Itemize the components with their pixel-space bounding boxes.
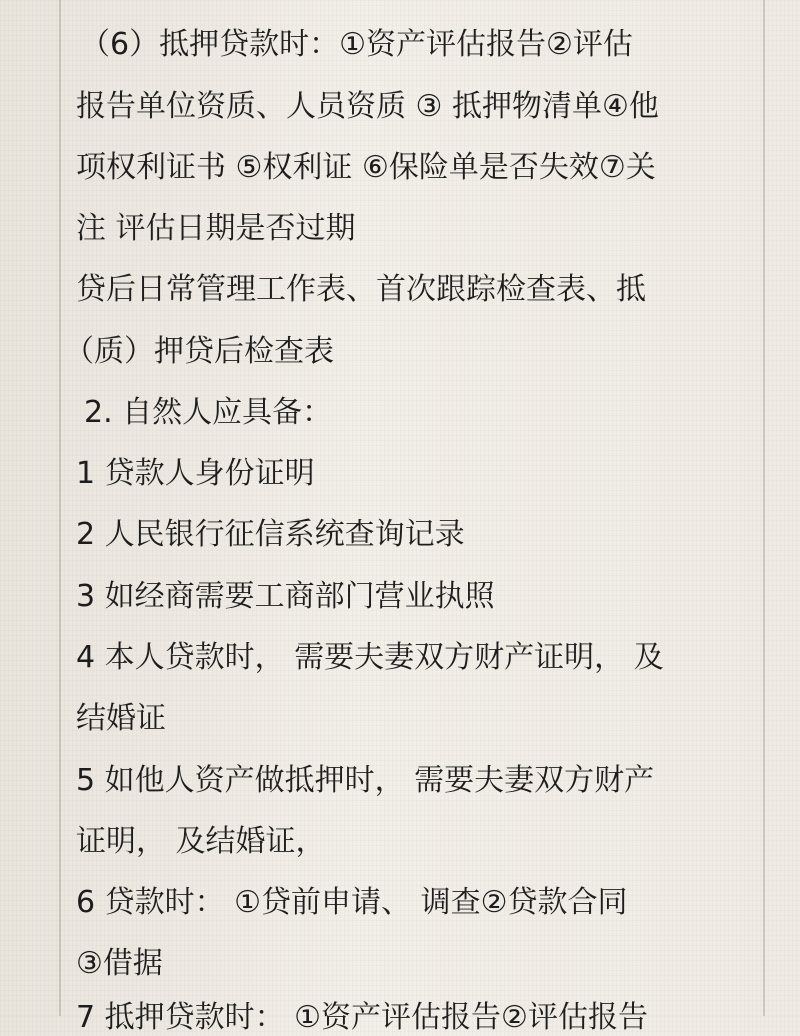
text-line: （质）押贷后检查表 (64, 334, 334, 369)
list-item: 5 如他人资产做抵押时， 需要夫妻双方财产 (76, 763, 655, 798)
text-line: 证明， 及结婚证， (76, 824, 326, 859)
list-item: 6 贷款时： ①贷前申请、 调查②贷款合同 (76, 885, 628, 920)
text-line: ③借据 (76, 946, 163, 981)
text-line: 项权利证书 ⑤权利证 ⑥保险单是否失效⑦关 (76, 150, 656, 185)
list-item: 4 本人贷款时， 需要夫妻双方财产证明， 及 (76, 640, 664, 675)
list-item: 1 贷款人身份证明 (76, 456, 315, 491)
section-heading: 2. 自然人应具备： (84, 395, 333, 430)
list-item: 3 如经商需要工商部门营业执照 (76, 579, 495, 614)
text-line: 结婚证 (76, 701, 166, 736)
text-line: 贷后日常管理工作表、首次跟踪检查表、抵 (76, 272, 646, 307)
list-item: 2 人民银行征信系统查询记录 (76, 517, 465, 552)
text-line: 报告单位资质、人员资质 ③ 抵押物清单④他 (76, 89, 659, 124)
text-line: 注 评估日期是否过期 (76, 211, 356, 246)
list-item: 7 抵押贷款时： ①资产评估报告②评估报告 (76, 1000, 648, 1035)
text-line: （6）抵押贷款时：①资产评估报告②评估 (80, 27, 633, 62)
